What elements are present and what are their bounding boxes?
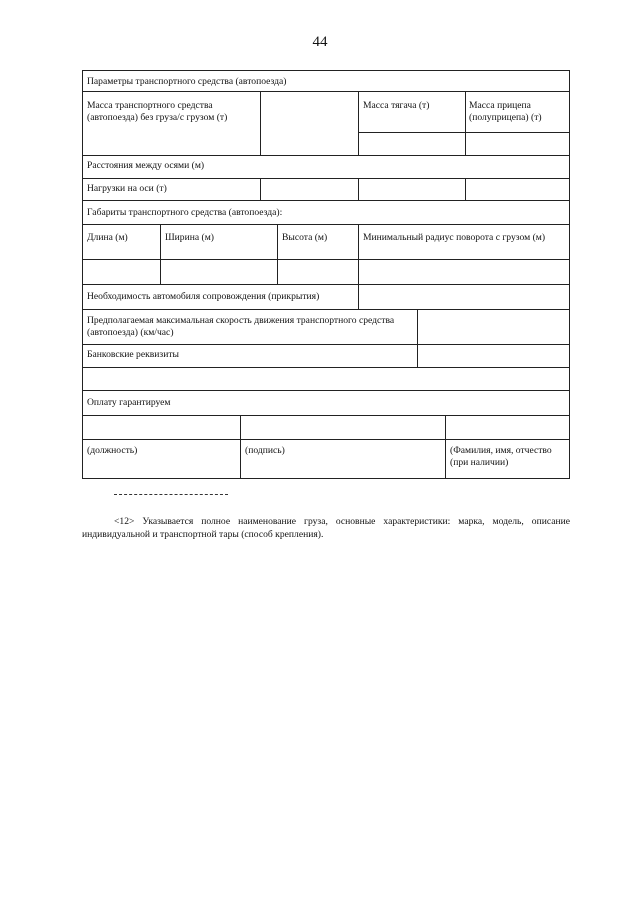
- width-label: Ширина (м): [165, 232, 214, 243]
- col-line: [358, 91, 359, 155]
- table-border-right: [569, 70, 570, 479]
- turn-radius-label: Минимальный радиус поворота с грузом (м): [363, 232, 546, 243]
- row-line: [82, 155, 570, 156]
- row-line: [358, 132, 570, 133]
- col-line: [260, 178, 261, 200]
- col-line: [277, 224, 278, 284]
- col-line: [358, 224, 359, 284]
- mass-vehicle-label: Масса транспортного средства (автопоезда) без груза/с грузом (т): [87, 100, 228, 123]
- col-line: [465, 91, 466, 155]
- col-line: [240, 415, 241, 479]
- row-line: [82, 200, 570, 201]
- col-line: [465, 178, 466, 200]
- position-label: (должность): [87, 445, 138, 456]
- dimensions-header: Габариты транспортного средства (автопоезда):: [87, 207, 283, 218]
- full-name-label: (Фамилия, имя, отчество (при наличии): [450, 445, 552, 468]
- col-line: [160, 224, 161, 284]
- max-speed-label: Предполагаемая максимальная скорость движения транспортного средства (автопоезда) (км/час): [87, 315, 395, 338]
- page-number: 44: [312, 34, 328, 50]
- escort-needed-label: Необходимость автомобиля сопровождения (прикрытия): [87, 291, 320, 302]
- table-border-left: [82, 70, 83, 479]
- application-form-table: [82, 70, 570, 479]
- row-line: [82, 415, 570, 416]
- row-line: [82, 259, 570, 260]
- table-border-bottom: [82, 478, 570, 479]
- row-line: [82, 309, 570, 310]
- row-line: [82, 284, 570, 285]
- mass-tractor-label: Масса тягача (т): [363, 100, 430, 111]
- length-label: Длина (м): [87, 232, 128, 243]
- signature-label: (подпись): [245, 445, 285, 456]
- row-line: [82, 344, 570, 345]
- col-line: [417, 309, 418, 367]
- table-border-top: [82, 70, 570, 71]
- footnote: <12> Указывается полное наименование груза, основные характеристики: марка, модель, описание индивидуальной и транспортной тары (способ крепления).: [82, 516, 570, 540]
- row-line: [82, 91, 570, 92]
- height-label: Высота (м): [282, 232, 328, 243]
- footnote-separator: [114, 494, 228, 495]
- axle-distances-label: Расстояния между осями (м): [87, 160, 205, 171]
- mass-trailer-label: Масса прицепа (полуприцепа) (т): [469, 100, 542, 123]
- row-line: [82, 390, 570, 391]
- row-line: [82, 367, 570, 368]
- params-header: Параметры транспортного средства (автопоезда): [87, 76, 287, 87]
- payment-guarantee-label: Оплату гарантируем: [87, 397, 171, 408]
- row-line: [82, 224, 570, 225]
- col-line: [358, 284, 359, 309]
- row-line: [82, 439, 570, 440]
- col-line: [260, 91, 261, 155]
- col-line: [445, 415, 446, 479]
- bank-details-label: Банковские реквизиты: [87, 349, 179, 360]
- col-line: [358, 178, 359, 200]
- axle-loads-label: Нагрузки на оси (т): [87, 183, 167, 194]
- row-line: [82, 178, 570, 179]
